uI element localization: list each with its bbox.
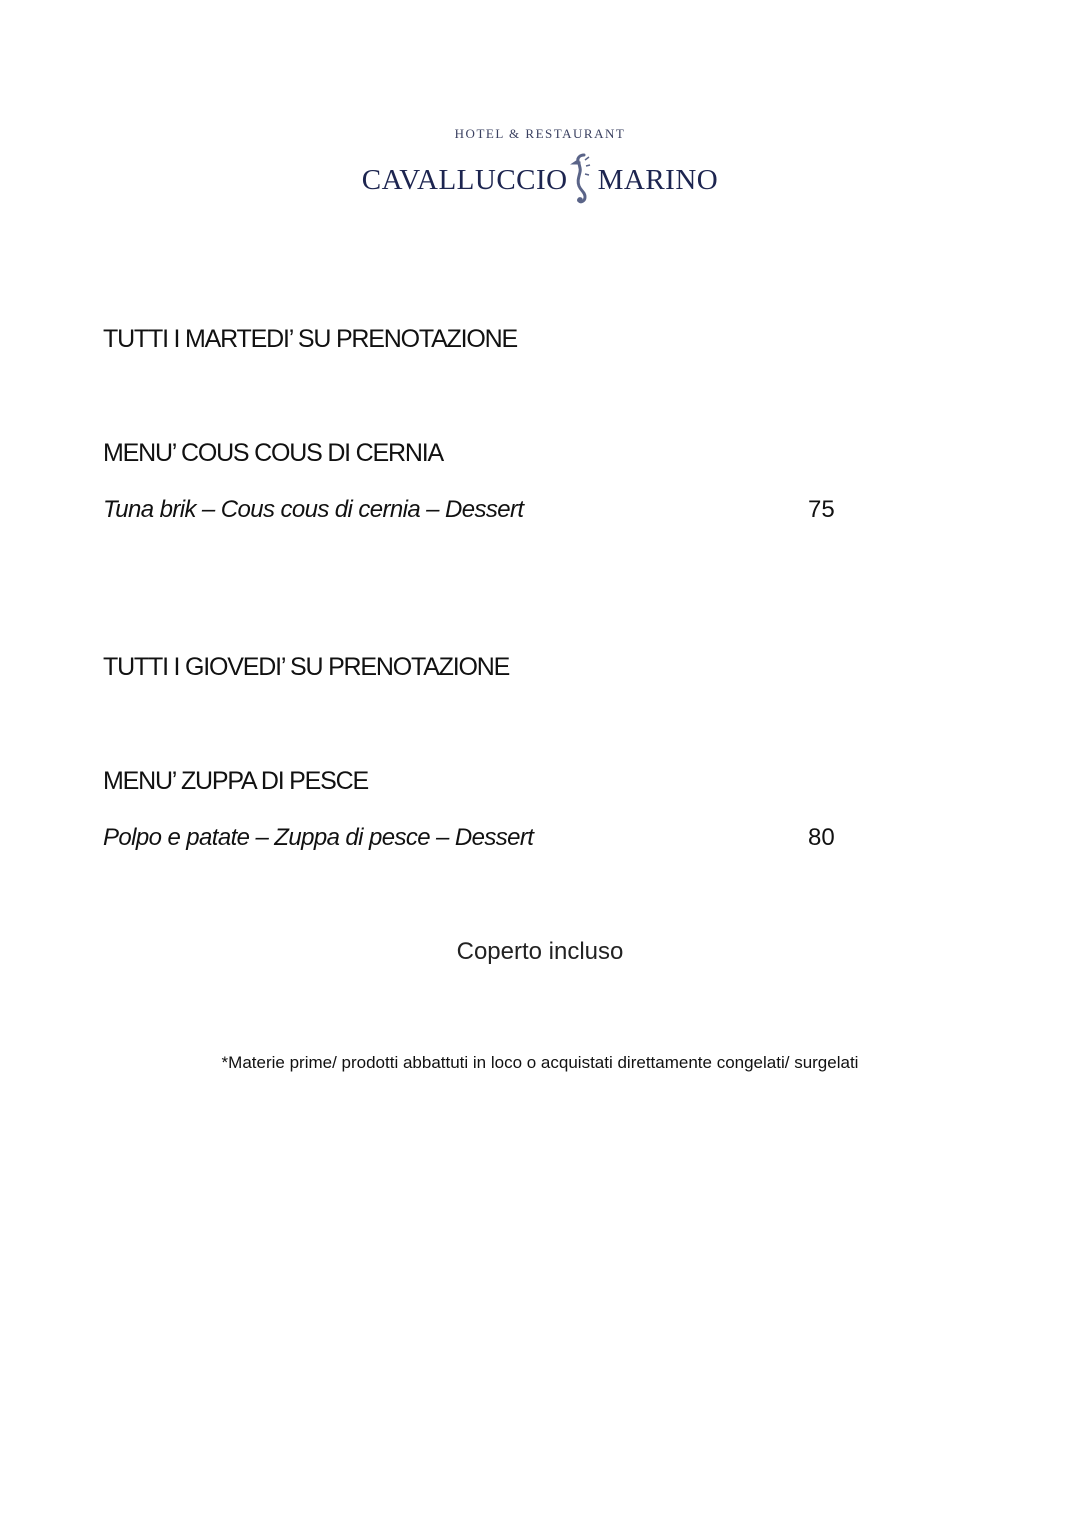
section-1-price: 75 <box>808 496 835 523</box>
section-2-menu-title: MENU’ ZUPPA DI PESCE <box>103 767 368 795</box>
section-2-courses: Polpo e patate – Zuppa di pesce – Dessert <box>103 824 534 851</box>
seahorse-icon <box>570 152 596 208</box>
logo-name-right: MARINO <box>597 163 719 196</box>
section-1-menu-title: MENU’ COUS COUS DI CERNIA <box>103 439 443 467</box>
section-1-day: TUTTI I MARTEDI’ SU PRENOTAZIONE <box>103 325 517 353</box>
logo <box>0 152 1080 208</box>
cover-note: Coperto incluso <box>456 938 624 965</box>
logo-subtitle: HOTEL & RESTAURANT <box>454 126 626 141</box>
logo-name-left: CAVALLUCCIO <box>361 163 568 196</box>
footnote: *Materie prime/ prodotti abbattuti in loco o acquistati direttamente congelati/ surgelati <box>221 1053 859 1072</box>
section-2-day: TUTTI I GIOVEDI’ SU PRENOTAZIONE <box>103 653 510 681</box>
section-2-price: 80 <box>808 824 835 851</box>
section-1-courses: Tuna brik – Cous cous di cernia – Dessert <box>103 496 524 523</box>
